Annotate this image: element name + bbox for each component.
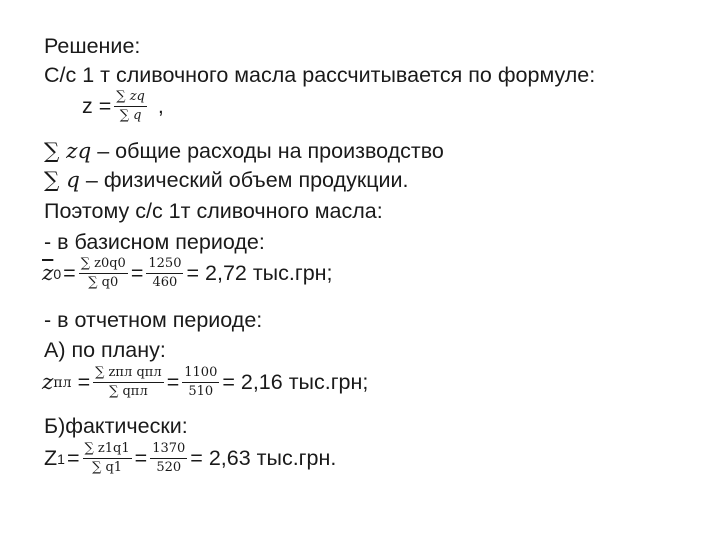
- definition-total-costs: [44, 138, 444, 165]
- fraction-denominator: 460: [152, 275, 178, 290]
- formula-tail: ,: [157, 94, 164, 118]
- equation-var: $\overline{z}$: [42, 261, 54, 286]
- equals-sign: =: [66, 446, 80, 470]
- equation-result: = 2,63 тыс.грн.: [190, 446, 337, 470]
- equation-subscript: пл: [53, 374, 72, 391]
- fraction-numerator: 1250: [146, 256, 183, 274]
- therefore-text: Поэтому с/с 1т сливочного масла:: [44, 199, 383, 223]
- fact-label: Б)фактически:: [44, 414, 188, 438]
- formula-fraction: [114, 89, 147, 124]
- equals-sign: =: [166, 370, 180, 394]
- plan-label: А) по плану:: [44, 338, 166, 362]
- base-period-label: - в базисном периоде:: [44, 230, 265, 254]
- equation-var: Z: [44, 446, 58, 470]
- definition-physical-volume: [44, 167, 409, 194]
- equals-sign: =: [134, 446, 148, 470]
- equation-fraction-symbolic: [79, 256, 128, 291]
- fraction-denominator: 510: [188, 384, 214, 399]
- formula-numerator: ∑ zq: [114, 89, 147, 107]
- equation-fraction-numeric: [146, 256, 183, 291]
- fraction-denominator: ∑ q1: [92, 460, 123, 475]
- equals-sign: =: [130, 261, 144, 285]
- report-period-label: - в отчетном периоде:: [44, 308, 263, 332]
- general-formula: [82, 89, 164, 124]
- equation-result: = 2,16 тыс.грн;: [222, 370, 369, 394]
- fraction-denominator: ∑ q0: [88, 275, 119, 290]
- fraction-numerator: 1100: [182, 365, 219, 383]
- equation-plan: [42, 365, 368, 400]
- definition-symbol: ∑ q: [44, 168, 80, 193]
- definition-symbol: ∑ zq: [44, 139, 92, 164]
- fraction-numerator: ∑ z0q0: [79, 256, 128, 274]
- heading: Решение:: [44, 34, 141, 58]
- equation-subscript: 0: [53, 265, 62, 282]
- equation-base-period: [42, 256, 333, 291]
- fraction-numerator: ∑ z1q1: [83, 441, 132, 459]
- formula-lhs: z =: [82, 94, 112, 118]
- equation-fraction-symbolic: [83, 441, 132, 476]
- fraction-numerator: 1370: [150, 441, 187, 459]
- equation-fraction-numeric: [150, 441, 187, 476]
- equation-subscript: 1: [57, 450, 65, 467]
- equation-result: = 2,72 тыс.грн;: [186, 261, 333, 285]
- fraction-denominator: ∑ qпл: [109, 384, 148, 399]
- equals-sign: =: [77, 370, 91, 394]
- fraction-denominator: 520: [156, 460, 182, 475]
- intro-text: С/с 1 т сливочного масла рассчитывается по формуле:: [44, 63, 596, 87]
- equation-fraction-numeric: [182, 365, 219, 400]
- equation-var: z: [42, 370, 54, 395]
- equals-sign: =: [63, 261, 76, 285]
- equation-fraction-symbolic: [93, 365, 164, 400]
- equation-actual: [44, 441, 336, 476]
- definition-text: – общие расходы на производство: [91, 139, 444, 163]
- definition-text: – физический объем продукции.: [79, 168, 409, 192]
- fraction-numerator: ∑ zпл qпл: [93, 365, 164, 383]
- formula-denominator: ∑ q: [119, 108, 142, 123]
